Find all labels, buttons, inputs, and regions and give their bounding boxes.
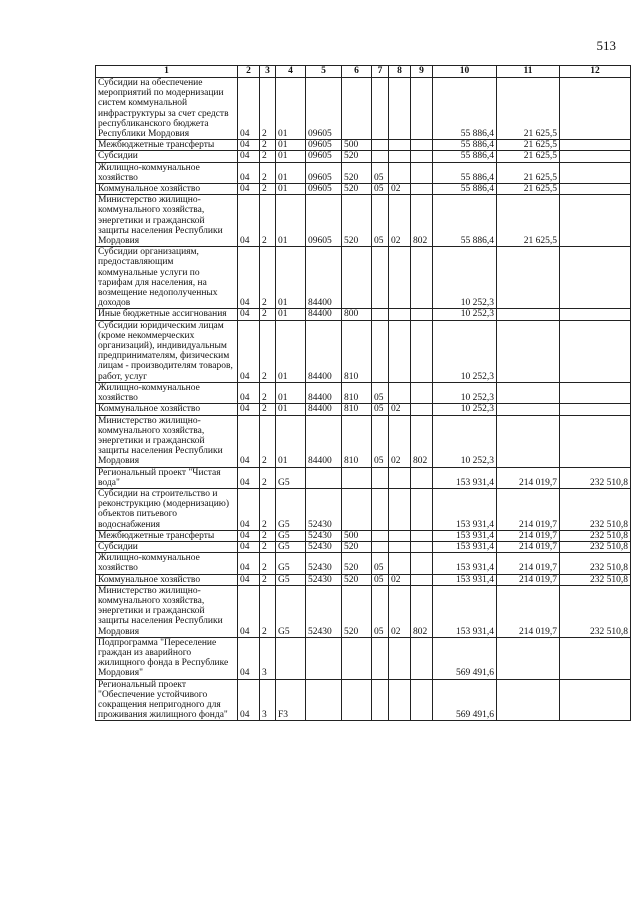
column-header-3: 3 [260, 66, 276, 78]
code-8-cell [389, 320, 411, 382]
amount-10-cell: 55 886,4 [433, 78, 497, 140]
amount-12-cell [560, 382, 631, 403]
code-2-cell: 04 [238, 541, 260, 552]
code-3-cell: 2 [260, 553, 276, 574]
code-7-cell: 05 [372, 382, 389, 403]
amount-11-cell: 214 019,7 [497, 541, 560, 552]
code-8-cell [389, 78, 411, 140]
row-name-cell: Жилищно-коммунальное хозяйство [96, 553, 238, 574]
table-row [96, 553, 631, 574]
amount-12-cell: 232 510,8 [560, 574, 631, 585]
code-3-cell: 2 [260, 151, 276, 162]
column-header-4: 4 [276, 66, 306, 78]
code-4-cell: G5 [276, 585, 306, 637]
table-row [96, 195, 631, 247]
code-5-cell: 09605 [306, 140, 342, 151]
table-header-row [96, 66, 631, 78]
code-4-cell: 01 [276, 78, 306, 140]
code-7-cell [372, 541, 389, 552]
code-4-cell: 01 [276, 415, 306, 467]
table-row [96, 415, 631, 467]
code-6-cell: 500 [342, 530, 372, 541]
code-8-cell [389, 679, 411, 721]
table-row [96, 404, 631, 415]
code-7-cell: 05 [372, 553, 389, 574]
amount-12-cell [560, 151, 631, 162]
amount-11-cell: 21 625,5 [497, 140, 560, 151]
amount-10-cell: 10 252,3 [433, 415, 497, 467]
column-header-9: 9 [411, 66, 433, 78]
code-2-cell: 04 [238, 162, 260, 183]
amount-11-cell [497, 679, 560, 721]
code-6-cell: 520 [342, 195, 372, 247]
code-6-cell [342, 637, 372, 679]
code-4-cell: 01 [276, 320, 306, 382]
code-4-cell: 01 [276, 247, 306, 309]
code-8-cell [389, 382, 411, 403]
code-5-cell: 84400 [306, 382, 342, 403]
code-9-cell [411, 541, 433, 552]
amount-10-cell: 153 931,4 [433, 467, 497, 488]
code-9-cell [411, 488, 433, 530]
code-9-cell [411, 637, 433, 679]
amount-11-cell: 214 019,7 [497, 488, 560, 530]
table-row [96, 382, 631, 403]
code-2-cell: 04 [238, 195, 260, 247]
code-9-cell [411, 309, 433, 320]
amount-12-cell [560, 184, 631, 195]
code-2-cell: 04 [238, 415, 260, 467]
amount-10-cell: 55 886,4 [433, 195, 497, 247]
amount-10-cell: 153 931,4 [433, 553, 497, 574]
code-2-cell: 04 [238, 553, 260, 574]
row-name-cell: Межбюджетные трансферты [96, 530, 238, 541]
code-3-cell: 2 [260, 382, 276, 403]
code-9-cell [411, 553, 433, 574]
code-5-cell: 52430 [306, 574, 342, 585]
code-7-cell [372, 140, 389, 151]
code-7-cell [372, 247, 389, 309]
code-2-cell: 04 [238, 382, 260, 403]
code-5-cell: 52430 [306, 585, 342, 637]
code-3-cell: 2 [260, 541, 276, 552]
amount-10-cell: 10 252,3 [433, 247, 497, 309]
code-5-cell: 09605 [306, 162, 342, 183]
amount-10-cell: 10 252,3 [433, 404, 497, 415]
code-3-cell: 2 [260, 309, 276, 320]
row-name-cell: Коммунальное хозяйство [96, 574, 238, 585]
code-3-cell: 2 [260, 162, 276, 183]
code-9-cell [411, 404, 433, 415]
amount-11-cell: 214 019,7 [497, 530, 560, 541]
amount-11-cell: 214 019,7 [497, 467, 560, 488]
row-name-cell: Субсидии [96, 541, 238, 552]
code-2-cell: 04 [238, 151, 260, 162]
row-name-cell: Коммунальное хозяйство [96, 184, 238, 195]
amount-10-cell: 10 252,3 [433, 382, 497, 403]
code-9-cell [411, 151, 433, 162]
amount-10-cell: 153 931,4 [433, 574, 497, 585]
row-name-cell: Субсидии на обеспечение мероприятий по модернизации систем коммунальной инфраструктуры за счет средств республиканского бюджета Республики Мордовия [96, 78, 238, 140]
code-5-cell: 09605 [306, 151, 342, 162]
code-5-cell: 84400 [306, 320, 342, 382]
amount-11-cell: 214 019,7 [497, 585, 560, 637]
code-6-cell [342, 467, 372, 488]
table-row [96, 140, 631, 151]
code-7-cell: 05 [372, 404, 389, 415]
column-header-7: 7 [372, 66, 389, 78]
code-7-cell: 05 [372, 585, 389, 637]
code-4-cell: 01 [276, 151, 306, 162]
column-header-11: 11 [497, 66, 560, 78]
table-row [96, 488, 631, 530]
code-4-cell: G5 [276, 574, 306, 585]
code-5-cell: 09605 [306, 195, 342, 247]
code-6-cell: 520 [342, 585, 372, 637]
code-6-cell: 520 [342, 184, 372, 195]
column-header-5: 5 [306, 66, 342, 78]
amount-12-cell [560, 195, 631, 247]
amount-11-cell: 21 625,5 [497, 151, 560, 162]
code-2-cell: 04 [238, 404, 260, 415]
code-8-cell: 02 [389, 415, 411, 467]
code-3-cell: 2 [260, 195, 276, 247]
code-3-cell: 2 [260, 585, 276, 637]
code-8-cell [389, 553, 411, 574]
amount-11-cell: 21 625,5 [497, 162, 560, 183]
amount-12-cell [560, 247, 631, 309]
amount-10-cell: 569 491,6 [433, 679, 497, 721]
code-6-cell: 810 [342, 404, 372, 415]
code-5-cell: 52430 [306, 541, 342, 552]
table-row [96, 78, 631, 140]
code-6-cell [342, 247, 372, 309]
code-2-cell: 04 [238, 140, 260, 151]
code-2-cell: 04 [238, 320, 260, 382]
column-header-10: 10 [433, 66, 497, 78]
code-7-cell [372, 679, 389, 721]
code-9-cell [411, 320, 433, 382]
code-6-cell: 520 [342, 574, 372, 585]
row-name-cell: Иные бюджетные ассигнования [96, 309, 238, 320]
column-header-2: 2 [238, 66, 260, 78]
column-header-8: 8 [389, 66, 411, 78]
code-8-cell: 02 [389, 585, 411, 637]
code-8-cell: 02 [389, 574, 411, 585]
code-3-cell: 2 [260, 530, 276, 541]
amount-10-cell: 55 886,4 [433, 151, 497, 162]
row-name-cell: Региональный проект "Чистая вода" [96, 467, 238, 488]
code-4-cell: 01 [276, 140, 306, 151]
code-7-cell: 05 [372, 415, 389, 467]
code-9-cell [411, 140, 433, 151]
code-4-cell: G5 [276, 541, 306, 552]
amount-11-cell [497, 247, 560, 309]
code-7-cell: 05 [372, 195, 389, 247]
table-row [96, 679, 631, 721]
code-7-cell [372, 637, 389, 679]
code-7-cell [372, 488, 389, 530]
row-name-cell: Региональный проект "Обеспечение устойчивого сокращения непригодного для проживания жилищного фонда" [96, 679, 238, 721]
table-row [96, 247, 631, 309]
code-3-cell: 2 [260, 78, 276, 140]
table-row [96, 585, 631, 637]
code-6-cell: 520 [342, 541, 372, 552]
code-5-cell: 84400 [306, 309, 342, 320]
code-5-cell [306, 637, 342, 679]
table-row [96, 309, 631, 320]
row-name-cell: Субсидии [96, 151, 238, 162]
amount-12-cell: 232 510,8 [560, 553, 631, 574]
amount-11-cell: 21 625,5 [497, 184, 560, 195]
amount-12-cell: 232 510,8 [560, 541, 631, 552]
code-4-cell: G5 [276, 488, 306, 530]
code-2-cell: 04 [238, 637, 260, 679]
amount-10-cell: 153 931,4 [433, 488, 497, 530]
code-4-cell [276, 637, 306, 679]
amount-11-cell [497, 320, 560, 382]
code-9-cell [411, 574, 433, 585]
amount-12-cell [560, 309, 631, 320]
code-7-cell [372, 320, 389, 382]
code-9-cell [411, 78, 433, 140]
amount-12-cell: 232 510,8 [560, 467, 631, 488]
code-4-cell: 01 [276, 404, 306, 415]
amount-10-cell: 55 886,4 [433, 162, 497, 183]
table-row [96, 320, 631, 382]
code-2-cell: 04 [238, 78, 260, 140]
code-8-cell [389, 151, 411, 162]
code-6-cell: 520 [342, 151, 372, 162]
amount-10-cell: 10 252,3 [433, 320, 497, 382]
code-2-cell: 04 [238, 488, 260, 530]
amount-10-cell: 153 931,4 [433, 585, 497, 637]
code-4-cell: 01 [276, 309, 306, 320]
code-3-cell: 2 [260, 488, 276, 530]
table-row [96, 151, 631, 162]
amount-10-cell: 569 491,6 [433, 637, 497, 679]
table-body [96, 78, 631, 721]
code-8-cell [389, 637, 411, 679]
code-5-cell: 84400 [306, 247, 342, 309]
code-8-cell [389, 162, 411, 183]
row-name-cell: Подпрограмма "Переселение граждан из аварийного жилищного фонда в Республике Мордовия" [96, 637, 238, 679]
table-row [96, 530, 631, 541]
page-number: 513 [596, 38, 616, 53]
amount-11-cell [497, 415, 560, 467]
amount-11-cell: 21 625,5 [497, 195, 560, 247]
code-2-cell: 04 [238, 309, 260, 320]
code-8-cell [389, 247, 411, 309]
code-9-cell: 802 [411, 585, 433, 637]
code-2-cell: 04 [238, 467, 260, 488]
code-8-cell: 02 [389, 195, 411, 247]
row-name-cell: Жилищно-коммунальное хозяйство [96, 382, 238, 403]
code-9-cell [411, 679, 433, 721]
code-3-cell: 2 [260, 247, 276, 309]
code-6-cell: 520 [342, 553, 372, 574]
code-5-cell: 52430 [306, 488, 342, 530]
code-6-cell: 500 [342, 140, 372, 151]
table-row [96, 637, 631, 679]
code-5-cell [306, 679, 342, 721]
code-9-cell: 802 [411, 195, 433, 247]
amount-10-cell: 10 252,3 [433, 309, 497, 320]
code-9-cell [411, 184, 433, 195]
code-6-cell: 810 [342, 320, 372, 382]
code-9-cell [411, 247, 433, 309]
code-2-cell: 04 [238, 530, 260, 541]
code-4-cell: G5 [276, 530, 306, 541]
code-8-cell: 02 [389, 404, 411, 415]
code-7-cell: 05 [372, 574, 389, 585]
code-7-cell [372, 309, 389, 320]
code-3-cell: 2 [260, 404, 276, 415]
amount-11-cell: 214 019,7 [497, 574, 560, 585]
code-8-cell [389, 488, 411, 530]
code-9-cell [411, 162, 433, 183]
code-8-cell [389, 530, 411, 541]
amount-10-cell: 55 886,4 [433, 140, 497, 151]
amount-12-cell [560, 415, 631, 467]
code-8-cell [389, 309, 411, 320]
code-8-cell [389, 467, 411, 488]
code-4-cell: 01 [276, 184, 306, 195]
row-name-cell: Министерство жилищно-коммунального хозяйства, энергетики и гражданской защиты населения Республики Мордовия [96, 415, 238, 467]
code-6-cell: 810 [342, 415, 372, 467]
code-9-cell: 802 [411, 415, 433, 467]
code-7-cell [372, 530, 389, 541]
amount-11-cell [497, 309, 560, 320]
code-3-cell: 2 [260, 184, 276, 195]
code-3-cell: 3 [260, 637, 276, 679]
code-8-cell [389, 140, 411, 151]
table-row [96, 162, 631, 183]
code-9-cell [411, 530, 433, 541]
amount-12-cell: 232 510,8 [560, 488, 631, 530]
code-5-cell: 52430 [306, 553, 342, 574]
code-5-cell: 09605 [306, 78, 342, 140]
code-3-cell: 2 [260, 467, 276, 488]
code-7-cell: 05 [372, 184, 389, 195]
code-2-cell: 04 [238, 184, 260, 195]
code-3-cell: 2 [260, 140, 276, 151]
amount-10-cell: 153 931,4 [433, 541, 497, 552]
code-6-cell: 520 [342, 162, 372, 183]
amount-11-cell: 21 625,5 [497, 78, 560, 140]
amount-12-cell [560, 78, 631, 140]
table-row [96, 467, 631, 488]
amount-11-cell [497, 404, 560, 415]
code-2-cell: 04 [238, 574, 260, 585]
code-8-cell: 02 [389, 184, 411, 195]
row-name-cell: Министерство жилищно-коммунального хозяйства, энергетики и гражданской защиты населения Республики Мордовия [96, 585, 238, 637]
amount-10-cell: 55 886,4 [433, 184, 497, 195]
code-6-cell: 800 [342, 309, 372, 320]
amount-11-cell: 214 019,7 [497, 553, 560, 574]
table-row [96, 541, 631, 552]
amount-12-cell [560, 162, 631, 183]
code-4-cell: 01 [276, 382, 306, 403]
code-7-cell [372, 78, 389, 140]
code-5-cell: 09605 [306, 184, 342, 195]
code-3-cell: 2 [260, 320, 276, 382]
row-name-cell: Субсидии юридическим лицам (кроме некоммерческих организаций), индивидуальным предпринимателям, физическим лицам - производителям товаров, работ, услуг [96, 320, 238, 382]
code-6-cell [342, 488, 372, 530]
code-4-cell: G5 [276, 553, 306, 574]
code-9-cell [411, 382, 433, 403]
row-name-cell: Субсидии организациям, предоставляющим коммунальные услуги по тарифам для населения, на возмещение недополученных доходов [96, 247, 238, 309]
code-8-cell [389, 541, 411, 552]
row-name-cell: Межбюджетные трансферты [96, 140, 238, 151]
code-7-cell [372, 151, 389, 162]
code-6-cell [342, 679, 372, 721]
table-row [96, 574, 631, 585]
amount-12-cell [560, 679, 631, 721]
code-5-cell: 52430 [306, 530, 342, 541]
code-3-cell: 2 [260, 415, 276, 467]
code-6-cell: 810 [342, 382, 372, 403]
code-5-cell [306, 467, 342, 488]
amount-11-cell [497, 637, 560, 679]
code-3-cell: 2 [260, 574, 276, 585]
code-4-cell: 01 [276, 162, 306, 183]
column-header-6: 6 [342, 66, 372, 78]
amount-12-cell [560, 320, 631, 382]
code-5-cell: 84400 [306, 415, 342, 467]
column-header-12: 12 [560, 66, 631, 78]
code-9-cell [411, 467, 433, 488]
code-2-cell: 04 [238, 585, 260, 637]
amount-12-cell: 232 510,8 [560, 585, 631, 637]
code-6-cell [342, 78, 372, 140]
row-name-cell: Жилищно-коммунальное хозяйство [96, 162, 238, 183]
code-3-cell: 3 [260, 679, 276, 721]
amount-12-cell [560, 140, 631, 151]
code-4-cell: F3 [276, 679, 306, 721]
code-7-cell: 05 [372, 162, 389, 183]
row-name-cell: Субсидии на строительство и реконструкцию (модернизацию) объектов питьевого водоснабжения [96, 488, 238, 530]
amount-12-cell [560, 404, 631, 415]
code-5-cell: 84400 [306, 404, 342, 415]
budget-table [95, 65, 631, 721]
code-2-cell: 04 [238, 247, 260, 309]
table-row [96, 184, 631, 195]
column-header-1: 1 [96, 66, 238, 78]
amount-11-cell [497, 382, 560, 403]
code-2-cell: 04 [238, 679, 260, 721]
row-name-cell: Коммунальное хозяйство [96, 404, 238, 415]
row-name-cell: Министерство жилищно-коммунального хозяйства, энергетики и гражданской защиты населения Республики Мордовия [96, 195, 238, 247]
amount-12-cell [560, 637, 631, 679]
code-4-cell: G5 [276, 467, 306, 488]
code-4-cell: 01 [276, 195, 306, 247]
code-7-cell [372, 467, 389, 488]
amount-12-cell: 232 510,8 [560, 530, 631, 541]
amount-10-cell: 153 931,4 [433, 530, 497, 541]
